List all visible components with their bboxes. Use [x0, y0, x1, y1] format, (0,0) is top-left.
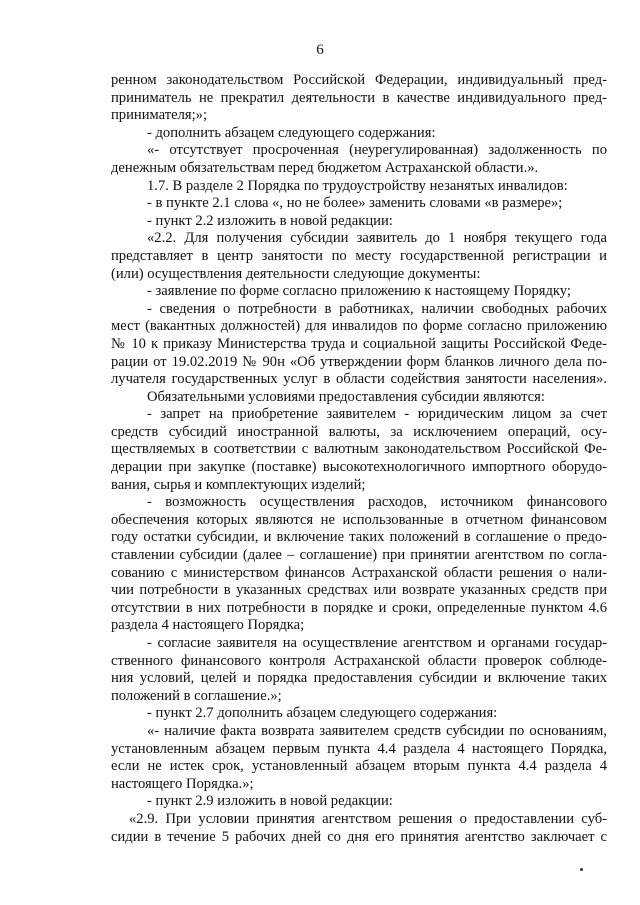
- text-line: рации от 19.02.2019 № 90н «Об утверждении форм бланков личного дела по-: [111, 353, 607, 370]
- text-line: положений в соглашение.»;: [111, 687, 282, 704]
- text-line: ния условий, целей и порядка предоставления субсидии и включение таких: [111, 670, 607, 687]
- text-line: - сведения о потребности в работниках, наличии свободных рабочих: [147, 300, 607, 317]
- text-line: если не истек срок, установленный абзацем вторым пункта 4.4 раздела 4: [111, 758, 607, 775]
- text-line: отсутствии в них потребности в порядке и сроки, определенные пунктом 4.6: [111, 599, 607, 616]
- text-line: Обязательными условиями предоставления субсидии являются:: [147, 388, 545, 405]
- document-body: [111, 72, 607, 846]
- text-line: денежным обязательствам перед бюджетом Астраханской области.».: [111, 159, 539, 176]
- text-line: ществляемых в соответствии с валютным законодательством Российской Фе-: [111, 441, 607, 458]
- text-line: году остатки субсидии, и включение таких положений в соглашение о предо-: [111, 529, 607, 546]
- text-line: «- наличие факта возврата заявителем средств субсидии по основаниям,: [147, 722, 607, 739]
- text-line: - возможность осуществления расходов, источником финансового: [147, 494, 607, 511]
- text-line: сованию с министерством финансов Астраханской области решения о нали-: [111, 564, 607, 581]
- text-line: сидии в течение 5 рабочих дней со дня его принятия агентство заключает с: [111, 828, 607, 845]
- text-line: «- отсутствует просроченная (неурегулированная) задолженность по: [147, 142, 607, 159]
- text-line: ренном законодательством Российской Федерации, индивидуальный пред-: [111, 72, 607, 88]
- text-line: - дополнить абзацем следующего содержания:: [147, 124, 436, 141]
- text-line: 1.7. В разделе 2 Порядка по трудоустройству незанятых инвалидов:: [147, 177, 568, 194]
- text-line: принимателя;»;: [111, 107, 208, 124]
- text-line: установленным абзацем первым пункта 4.4 раздела 4 настоящего Порядка,: [111, 740, 607, 757]
- text-line: - запрет на приобретение заявителем - юридическим лицом за счет: [147, 406, 607, 423]
- text-line: приниматель не прекратил деятельности в качестве индивидуального пред-: [111, 89, 607, 106]
- text-line: представляет в центр занятости по месту государственной регистрации и: [111, 247, 607, 264]
- text-line: ставлении субсидии (далее – соглашение) при принятии агентством по согла-: [111, 547, 607, 564]
- text-line: - пункт 2.7 дополнить абзацем следующего содержания:: [147, 705, 498, 722]
- text-line: обеспечения которых являются не использованные в отчетном финансовом: [111, 511, 607, 528]
- text-line: настоящего Порядка.»;: [111, 775, 254, 792]
- text-line: - пункт 2.9 изложить в новой редакции:: [147, 793, 393, 810]
- text-line: лучателя государственных услуг в области содействия занятости населения».: [111, 371, 607, 388]
- text-line: - пункт 2.2 изложить в новой редакции:: [147, 212, 393, 229]
- page-number: 6: [316, 42, 324, 58]
- text-line: № 10 к приказу Министерства труда и социальной защиты Российской Феде-: [111, 335, 607, 352]
- text-line: (или) осуществления деятельности следующие документы:: [111, 265, 481, 282]
- text-line: - заявление по форме согласно приложению к настоящему Порядку;: [147, 283, 571, 300]
- text-line: дерации при закупке (поставке) высокотехнологичного импортного оборудо-: [111, 459, 607, 476]
- text-line: - согласие заявителя на осуществление агентством и органами государ-: [147, 635, 607, 651]
- text-line: «2.2. Для получения субсидии заявитель до 1 ноября текущего года: [147, 230, 607, 247]
- scan-speck: [580, 868, 583, 871]
- text-line: чии потребности в указанных средствах или возврате указанных средств при: [111, 582, 607, 599]
- text-line: вания, сырья и комплектующих изделий;: [111, 476, 366, 493]
- text-line: мест (вакантных должностей) для инвалидов по форме согласно приложению: [111, 318, 607, 335]
- text-line: - в пункте 2.1 слова «, но не более» заменить словами «в размере»;: [147, 195, 563, 212]
- text-line: средств субсидий иностранной валюты, за исключением операций, осу-: [111, 423, 607, 440]
- text-line: ственного финансового контроля Астраханской области проверок соблюде-: [111, 652, 607, 669]
- text-line: раздела 4 настоящего Порядка;: [111, 617, 305, 634]
- text-line: «2.9. При условии принятия агентством решения о предоставлении суб-: [129, 810, 607, 827]
